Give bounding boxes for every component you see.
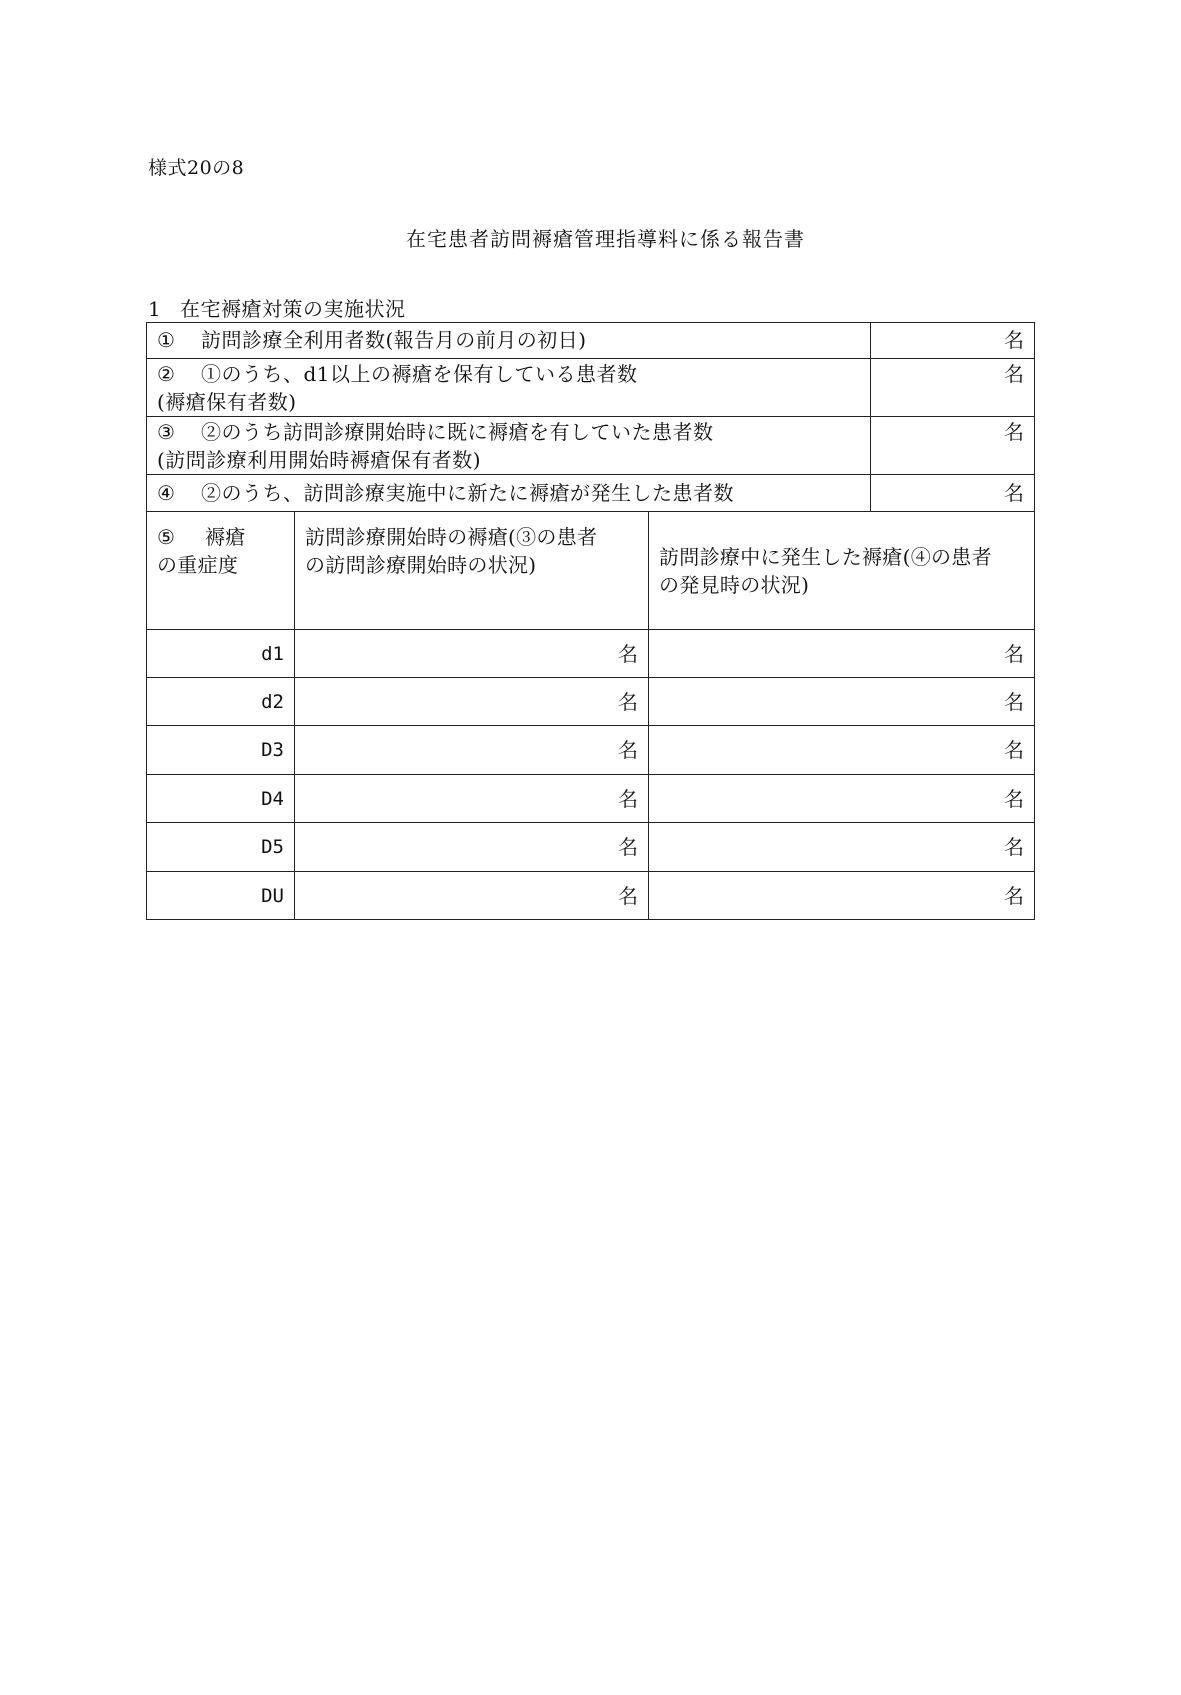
unit-label: 名 <box>618 738 638 762</box>
question-label <box>147 475 871 512</box>
header-text: の訪問診療開始時の状況) <box>305 553 537 577</box>
unit-label: 名 <box>1004 786 1024 811</box>
circled-number: ③ <box>157 420 176 444</box>
unit-label: 名 <box>1004 883 1024 908</box>
header-text: 訪問診療開始時の褥瘡(③の患者 <box>305 525 598 549</box>
grade-label: D4 <box>147 775 295 823</box>
question-subtext: (褥瘡保有者数) <box>157 390 297 414</box>
severity-row <box>147 678 1035 726</box>
question-row-2 <box>147 359 1035 417</box>
during-count-field[interactable] <box>649 678 1035 726</box>
unit-label: 名 <box>618 786 638 811</box>
unit-label: 名 <box>618 689 638 714</box>
grade-label: d1 <box>147 630 295 678</box>
form-number: 様式20の8 <box>148 157 245 179</box>
count-field[interactable] <box>871 475 1035 512</box>
question-subtext: (訪問診療利用開始時褥瘡保有者数) <box>157 448 482 472</box>
section-title: 在宅褥瘡対策の実施状況 <box>180 297 406 321</box>
grade-label: D3 <box>147 726 295 775</box>
header-text: 訪問診療中に発生した褥瘡(④の患者 <box>659 544 992 569</box>
circled-number: ⑤ <box>157 525 176 549</box>
question-row-1 <box>147 323 1035 359</box>
circled-number: ② <box>157 362 176 386</box>
report-table <box>146 322 1035 920</box>
during-count-field[interactable] <box>649 872 1035 920</box>
during-count-field[interactable] <box>649 823 1035 872</box>
unit-label: 名 <box>1004 328 1024 352</box>
header-text: の発見時の状況) <box>659 572 810 597</box>
start-count-field[interactable] <box>295 726 649 775</box>
unit-label: 名 <box>1004 420 1024 444</box>
unit-label: 名 <box>1004 738 1024 762</box>
count-field[interactable] <box>871 359 1035 417</box>
during-count-field[interactable] <box>649 775 1035 823</box>
severity-row <box>147 775 1035 823</box>
unit-label: 名 <box>618 641 638 666</box>
question-row-4 <box>147 475 1035 512</box>
start-count-field[interactable] <box>295 775 649 823</box>
severity-row <box>147 726 1035 775</box>
question-label <box>147 359 871 417</box>
start-count-field[interactable] <box>295 872 649 920</box>
severity-row <box>147 823 1035 872</box>
unit-label: 名 <box>618 883 638 908</box>
section-heading <box>148 293 406 322</box>
question-text: ①のうち、d1以上の褥瘡を保有している患者数 <box>201 362 638 386</box>
unit-label: 名 <box>1004 835 1024 859</box>
question-text: ②のうち訪問診療開始時に既に褥瘡を有していた患者数 <box>201 420 714 444</box>
circled-number: ④ <box>157 481 176 505</box>
severity-row <box>147 872 1035 920</box>
during-count-field[interactable] <box>649 726 1035 775</box>
during-header <box>649 512 1035 630</box>
circled-number: ① <box>157 328 176 352</box>
question-label <box>147 323 871 359</box>
question-label <box>147 417 871 475</box>
question-text: 訪問診療全利用者数(報告月の前月の初日) <box>201 328 587 352</box>
document-title: 在宅患者訪問褥瘡管理指導料に係る報告書 <box>406 227 805 251</box>
header-text: の重症度 <box>157 553 239 577</box>
unit-label: 名 <box>1004 689 1024 714</box>
header-text: 褥瘡 <box>205 525 246 549</box>
section-number: 1 <box>148 297 162 321</box>
unit-label: 名 <box>1004 481 1024 505</box>
start-count-field[interactable] <box>295 823 649 872</box>
count-field[interactable] <box>871 323 1035 359</box>
unit-label: 名 <box>1004 641 1024 666</box>
start-count-field[interactable] <box>295 678 649 726</box>
severity-row <box>147 630 1035 678</box>
grade-label: DU <box>147 872 295 920</box>
start-header <box>295 512 649 630</box>
grade-label: D5 <box>147 823 295 872</box>
unit-label: 名 <box>618 835 638 859</box>
severity-header-label <box>147 512 295 630</box>
question-text: ②のうち、訪問診療実施中に新たに褥瘡が発生した患者数 <box>201 481 734 505</box>
count-field[interactable] <box>871 417 1035 475</box>
start-count-field[interactable] <box>295 630 649 678</box>
question-row-3 <box>147 417 1035 475</box>
unit-label: 名 <box>1004 362 1024 386</box>
during-count-field[interactable] <box>649 630 1035 678</box>
grade-label: d2 <box>147 678 295 726</box>
severity-header-row <box>147 512 1035 630</box>
